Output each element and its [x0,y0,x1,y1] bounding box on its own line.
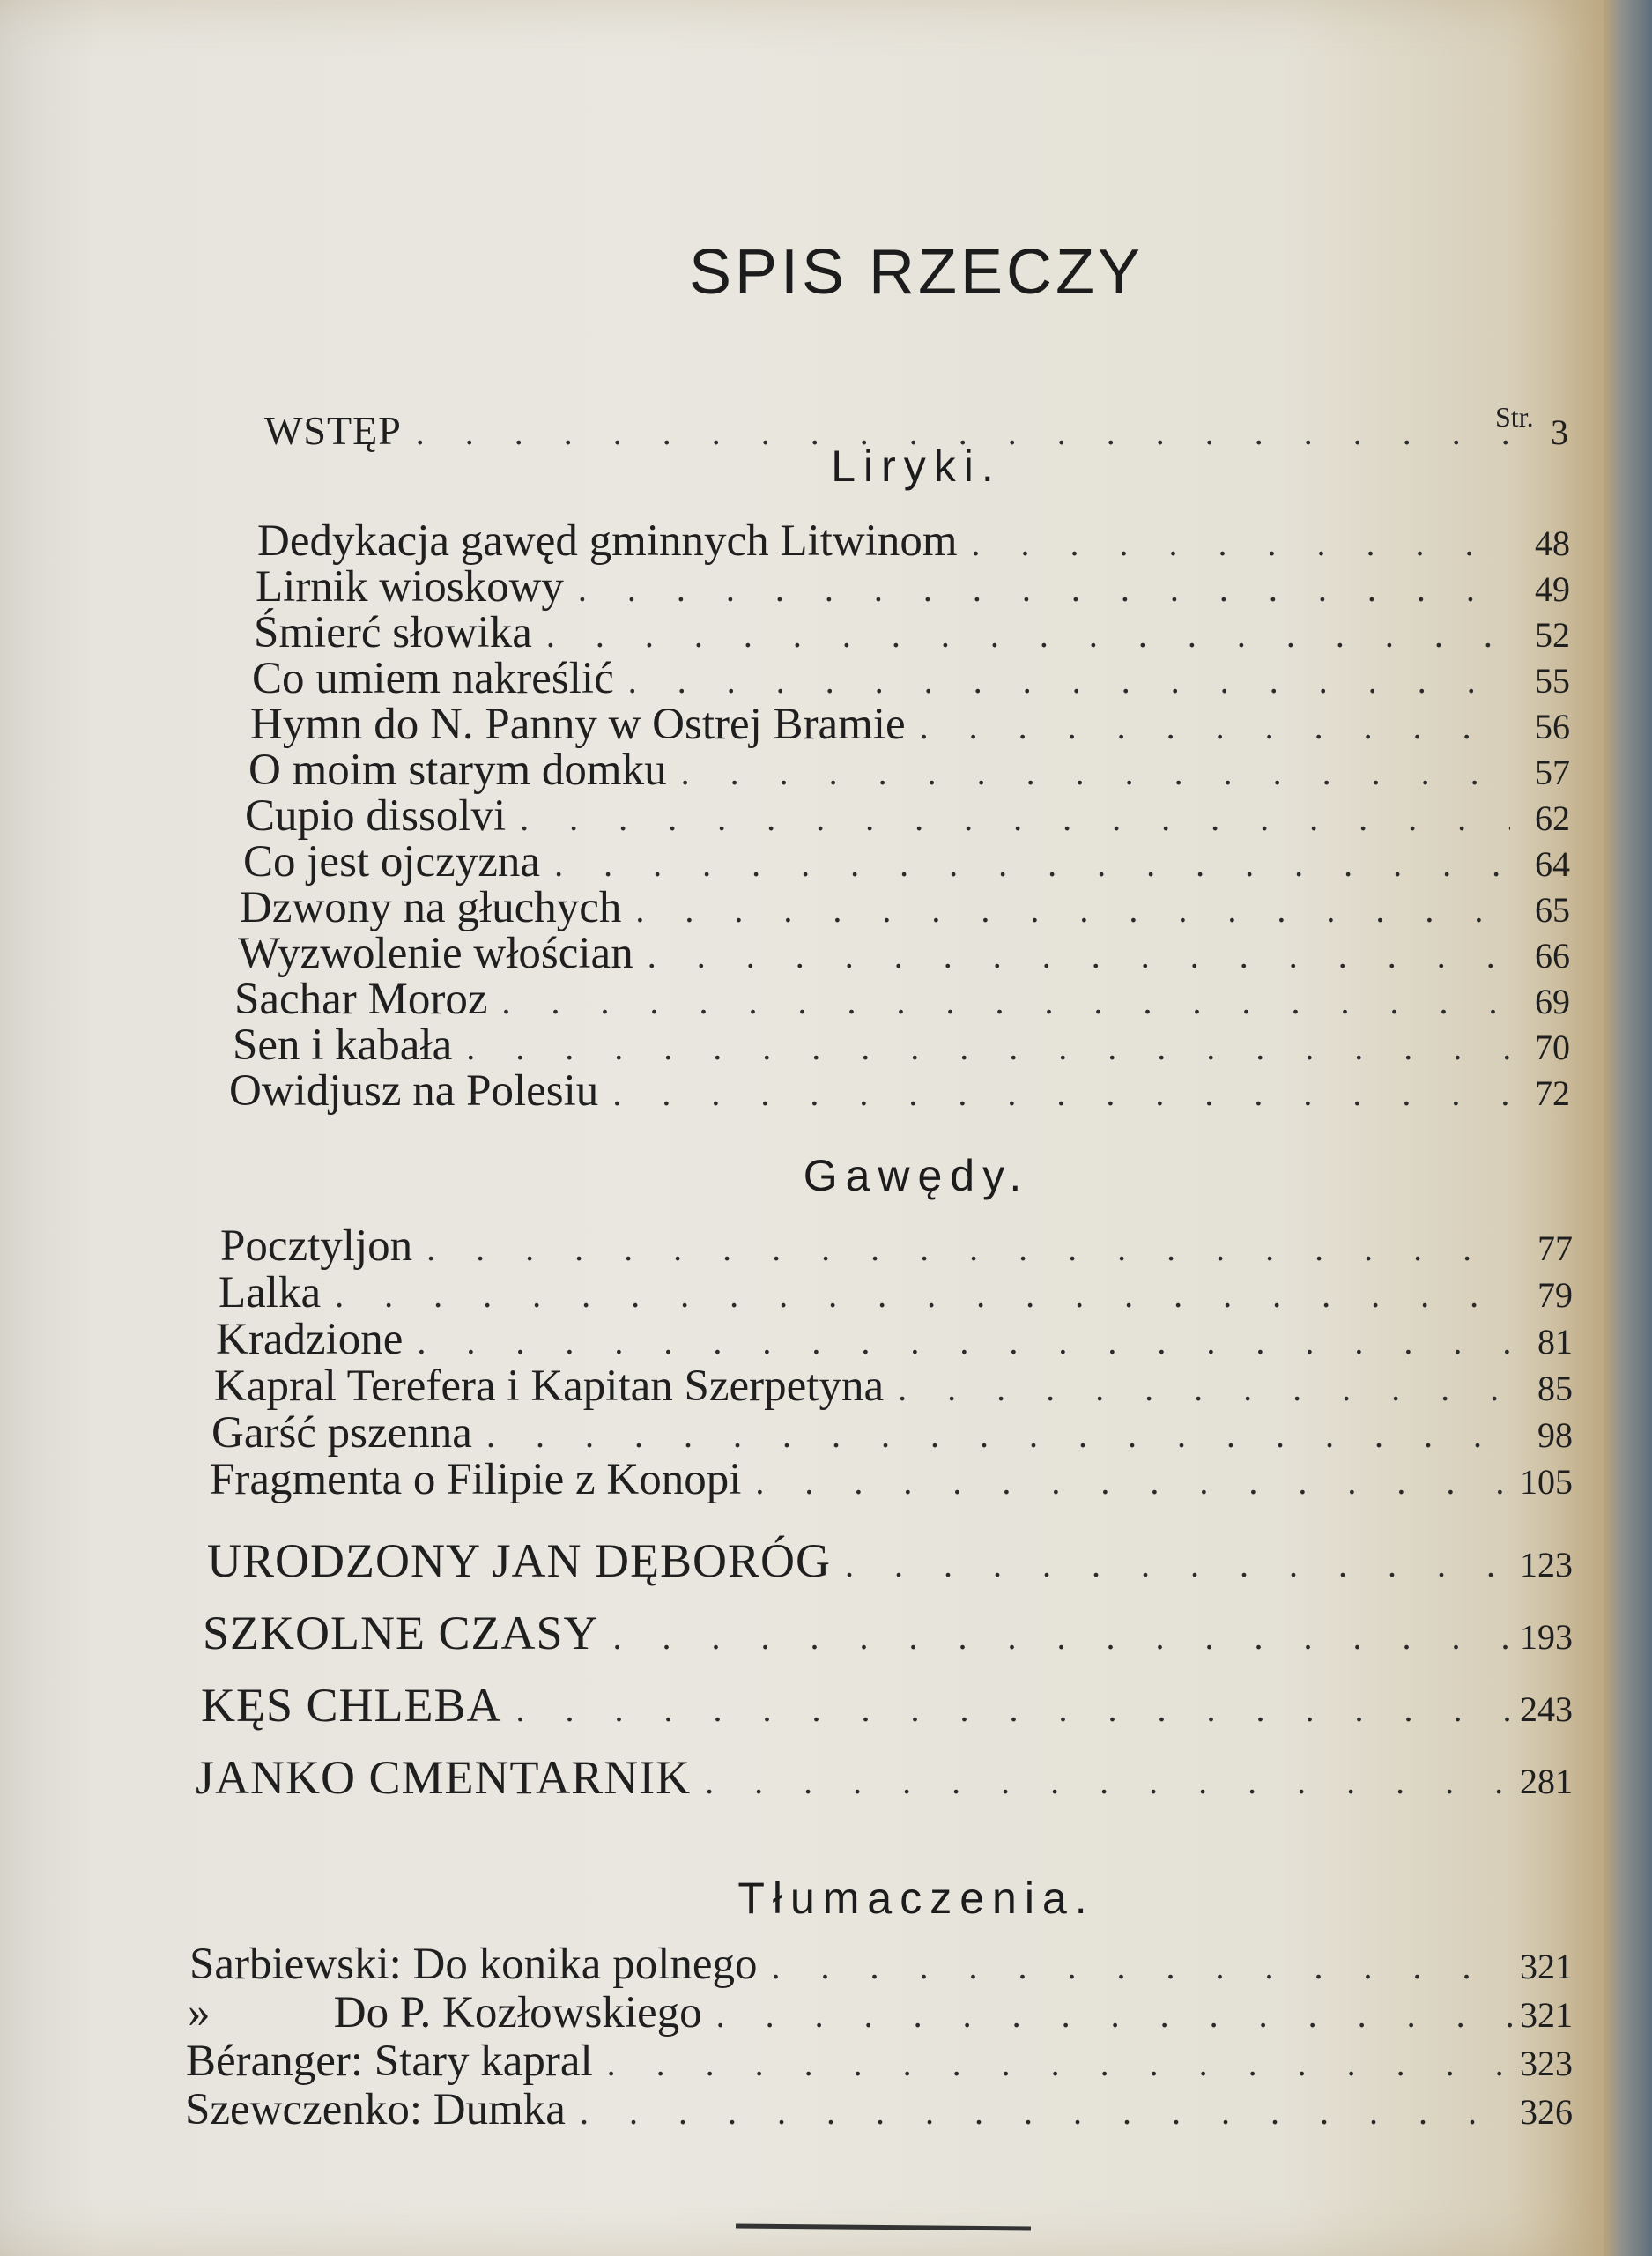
section-heading-liryki: Liryki. [831,442,1002,491]
toc-entry-label: Béranger: Stary kapral [186,2037,593,2086]
toc-leader-dots [898,1368,1513,1409]
toc-leader-dots [466,1027,1510,1068]
toc-leader-dots [920,706,1510,747]
toc-leader-dots [578,568,1510,610]
page-title: SPIS RZECZY [688,237,1145,308]
toc-entry-page: 57 [1535,753,1570,792]
toc-entry-major [196,1750,1573,1805]
toc-leader-dots [772,1946,1514,1987]
toc-entry-page: 81 [1537,1322,1573,1362]
toc-entry-page: 98 [1537,1415,1573,1455]
toc-entry-page: 326 [1520,2092,1573,2132]
toc-leader-dots [628,660,1510,701]
toc-entry-label: Pocztyljon [220,1221,413,1271]
toc-leader-dots [612,1072,1510,1114]
toc-entry [229,1065,1570,1117]
toc-entry-label: SZKOLNE CZASY [203,1607,599,1659]
toc-leader-dots [501,981,1510,1022]
toc-entry-page: 123 [1520,1545,1573,1584]
toc-entry-label: Dzwony na głuchych [240,883,622,932]
toc-entry [257,516,1570,567]
toc-leader-dots [486,1414,1513,1456]
toc-entry-label: KĘS CHLEBA [201,1679,502,1732]
toc-entry-label: Hymn do N. Panny w Ostrej Bramie [250,700,906,749]
toc-leader-dots [845,1544,1513,1585]
toc-leader-dots [426,1228,1513,1269]
toc-entry-label: Fragmenta o Filipie z Konopi [210,1455,742,1504]
toc-entry-label: O moim starym domku [248,746,667,795]
toc-leader-dots [716,1994,1513,2036]
toc-leader-dots [613,1616,1513,1658]
toc-entry [220,1221,1573,1272]
toc-entry [185,2084,1573,2135]
toc-entry-label: Szewczenko: Dumka [185,2085,566,2134]
toc-entry-label: Lalka [219,1268,322,1317]
toc-entry [211,1407,1573,1458]
toc-entry-label: Śmierć słowika [254,608,532,657]
toc-entry-page: 52 [1535,615,1570,655]
toc-entry-page: 3 [1551,412,1568,452]
toc-leader-dots [635,889,1510,931]
toc-leader-dots [520,798,1510,839]
toc-entry-label: URODZONY JAN DĘBORÓG [207,1534,831,1587]
toc-entry-page: 69 [1535,982,1570,1021]
page-column-label: Str. [1495,401,1534,433]
toc-entry-page: 321 [1520,1995,1573,2035]
toc-entry-major [203,1606,1573,1660]
toc-leader-dots [580,2091,1513,2133]
toc-entry-page: 243 [1520,1689,1573,1729]
toc-entry-page: 77 [1537,1228,1573,1268]
toc-entry-label: Co jest ojczyzna [243,837,541,887]
toc-leader-dots [607,2043,1513,2084]
toc-entry-page: 70 [1535,1028,1570,1067]
toc-entry-page: 85 [1537,1369,1573,1408]
toc-entry [216,1314,1573,1365]
toc-entry [210,1454,1573,1505]
toc-entry [250,699,1570,750]
toc-leader-dots [705,1761,1513,1802]
toc-entry [238,928,1570,979]
toc-entry-label: Sen i kabała [233,1020,453,1070]
toc-leader-dots [648,935,1510,976]
toc-entry-label: Owidjusz na Polesiu [229,1066,599,1116]
toc-entry-label: Lirnik wioskowy [256,562,564,612]
toc-entry-page: 79 [1537,1275,1573,1315]
toc-entry-label: JANKO CMENTARNIK [196,1751,692,1804]
toc-entry [188,1987,1573,2038]
section-heading-tlumaczenia: Tłumaczenia. [737,1874,1095,1923]
toc-leader-dots [546,614,1510,656]
toc-leader-dots [681,752,1510,793]
toc-entry [240,882,1570,933]
toc-leader-dots [755,1461,1513,1503]
toc-entry [214,1361,1573,1412]
toc-entry-label: Co umiem nakreślić [252,654,614,703]
toc-entry-label: Garść pszenna [211,1408,472,1458]
toc-entry [254,607,1570,658]
toc-entry [243,836,1570,887]
toc-entry-label: Kapral Terefera i Kapitan Szerpetyna [214,1362,885,1411]
toc-leader-dots [554,843,1510,885]
toc-entry-label: WSTĘP [264,408,402,453]
toc-entry-page: 72 [1535,1073,1570,1113]
toc-entry [219,1267,1573,1318]
toc-entry [234,974,1570,1025]
toc-entry-page: 193 [1520,1617,1573,1657]
toc-entry-page: 48 [1535,523,1570,563]
toc-entry-page: 105 [1520,1462,1573,1502]
section-heading-gawedy: Gawędy. [803,1151,1030,1200]
toc-entry-page: 66 [1535,936,1570,976]
toc-entry-page: 281 [1520,1762,1573,1801]
toc-entry-major [207,1533,1573,1588]
toc-entry [245,790,1570,842]
toc-entry-page: 65 [1535,890,1570,930]
toc-entry-page: 62 [1535,798,1570,838]
toc-entry-page: 321 [1520,1947,1573,1986]
toc-entry [189,1939,1573,1990]
toc-entry-page: 49 [1535,569,1570,609]
toc-entry [186,2036,1573,2087]
toc-entry [256,561,1570,612]
toc-entry-label: Kradzione [216,1315,404,1364]
toc-entry-label: Cupio dissolvi [245,791,507,841]
toc-entry-label: Wyzwolenie włościan [238,929,633,978]
toc-entry [252,653,1570,704]
toc-entry [233,1020,1570,1071]
toc-entry-page: 323 [1520,2044,1573,2083]
toc-leader-dots [516,1688,1513,1730]
toc-entry-page: 56 [1535,707,1570,746]
toc-leader-dots [335,1274,1513,1316]
toc-entry-page: 64 [1535,844,1570,884]
toc-entry-label: Dedykacja gawęd gminnych Litwinom [257,516,958,566]
toc-entry-page: 55 [1535,661,1570,701]
toc-entry-label: Sachar Moroz [234,975,488,1024]
toc-entry-label: » Do P. Kozłowskiego [188,1988,702,2037]
toc-entry [248,745,1570,796]
toc-entry-label: Sarbiewski: Do konika polnego [189,1940,758,1989]
toc-entry-major [201,1678,1573,1733]
toc-leader-dots [972,523,1510,564]
toc-leader-dots [417,1321,1513,1362]
